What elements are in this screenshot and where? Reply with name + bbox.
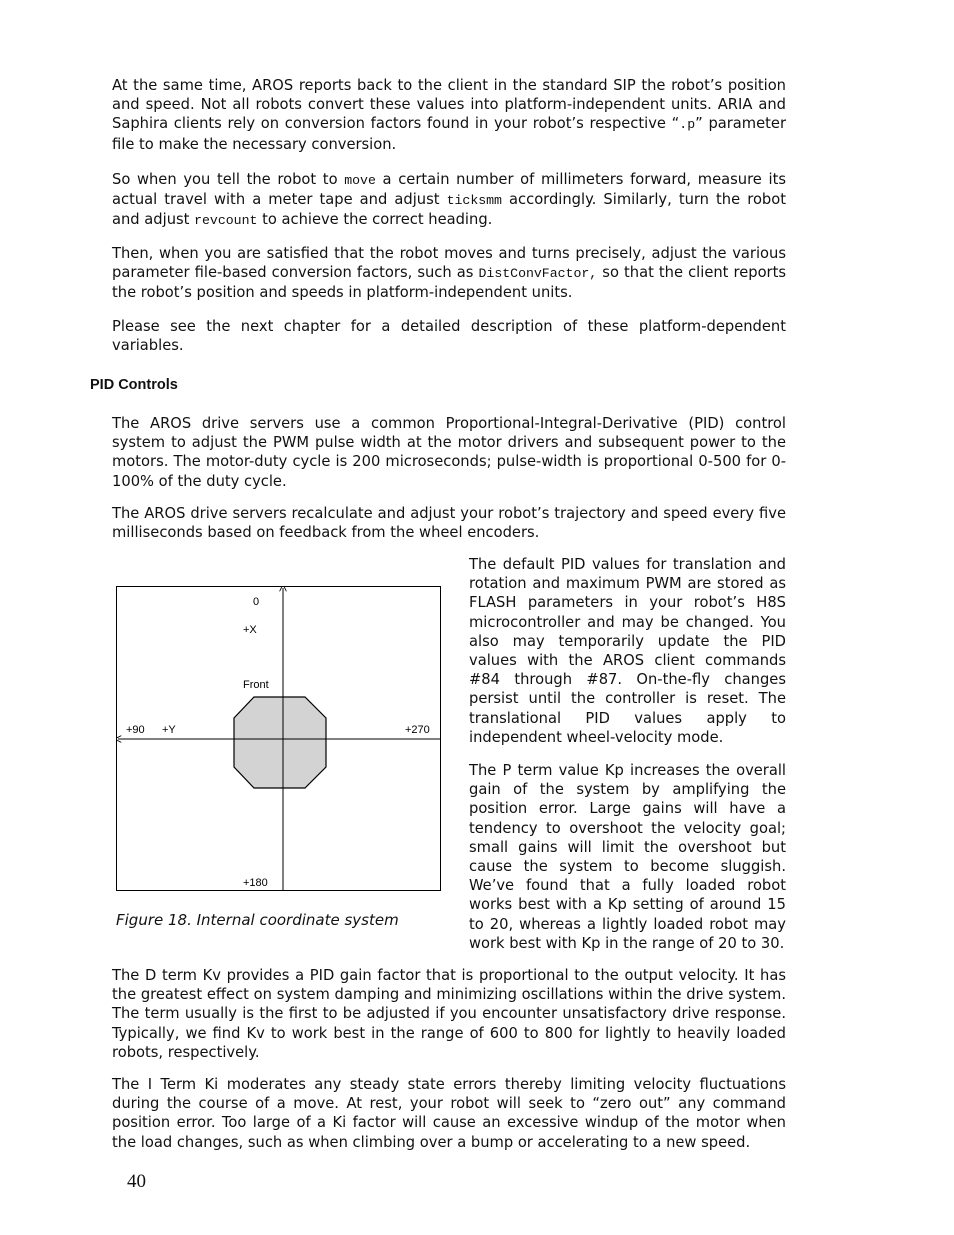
page-number: 40 xyxy=(127,1171,146,1192)
text: ” parameter file to make the necessary conversion. xyxy=(112,115,786,153)
text: a certain number of millimeters forward, measure its actual travel with a meter tape and adjust xyxy=(112,171,786,209)
paragraph-i-term: The I Term Ki moderates any steady state errors thereby limiting velocity fluctuations during the course of a move. At rest, your robot will seek to “zero out” any command position error. Too large of a Ki factor will cause an excessive windup of the motor when the load changes, such as when climbing over a bump or accelerating to a new speed. xyxy=(112,1076,786,1151)
paragraph-next-chapter: Please see the next chapter for a detailed description of these platform-dependent variables. xyxy=(112,318,786,355)
text: Then, when you are satisfied that the robot moves and turns precisely, adjust the various parameter file-based conversion factors, such as xyxy=(112,245,786,282)
text: accordingly. Similarly, turn the robot and adjust xyxy=(112,191,786,229)
paragraph-sip-report xyxy=(112,76,786,154)
paragraph-pid-intro: The AROS drive servers use a common Proportional-Integral-Derivative (PID) control system to adjust the PWM pulse width at the motor drivers and subsequent power to the motors. The motor-duty cycle is 200 microseconds; pulse-width is proportional 0-500 for 0-100% of the duty cycle. xyxy=(112,415,786,490)
paragraph-d-term: The D term Kv provides a PID gain factor that is proportional to the output velocity. It has the greatest effect on system damping and minimizing oscillations within the drive system. The term usually is the first to be adjusted if you encounter unsatisfactory drive response. Typically, we find Kv to work best in the range of 600 to 800 for lightly to heavily loaded robots, respectively. xyxy=(112,967,786,1061)
label-plus-y: +Y xyxy=(162,724,176,736)
paragraph-default-pid: The default PID values for translation and rotation and maximum PWM are stored as FLASH parameters in your robot’s H8S microcontroller and may be changed. You also may temporarily update the PID values with the AROS client commands #84 through #87. On-the-fly changes persist until the controller is reset. The translational PID values apply to independent wheel-velocity mode. xyxy=(469,556,786,746)
label-plus-270: +270 xyxy=(405,724,430,736)
label-plus-x: +X xyxy=(243,624,257,636)
paragraph-recalculate: The AROS drive servers recalculate and adjust your robot’s trajectory and speed every five milliseconds based on feedback from the wheel encoders. xyxy=(112,505,786,542)
label-front: Front xyxy=(243,679,269,691)
robot-outline xyxy=(234,697,326,788)
label-zero: 0 xyxy=(253,596,260,608)
inline-code-ticksmm: ticksmm xyxy=(446,193,502,209)
paragraph-p-term: The P term value Kp increases the overall gain of the system by amplifying the position error. Large gains will have a tendency to overshoot the velocity goal; small gains will limit the overshoot but cause the system to become sluggish. We’ve found that a fully loaded robot works best with a Kp setting of around 15 to 20, whereas a lightly loaded robot may work best with Kp in the range of 20 to 30. xyxy=(469,762,786,952)
text: to achieve the correct heading. xyxy=(257,211,493,229)
inline-code-revcount: revcount xyxy=(194,213,258,229)
inline-code-move: move xyxy=(344,173,376,188)
text: so that the client reports the robot’s position and speeds in platform-independent units. xyxy=(112,264,786,302)
coordinate-diagram xyxy=(116,586,441,891)
text: At the same time, AROS reports back to the client in the standard SIP the robot’s position and speed. Not all robots convert these values into platform-independent units. ARIA and Saphira clients rely on conversion factors found in your robot’s respective “ xyxy=(112,77,786,133)
paragraph-conversion-factors xyxy=(112,244,786,303)
coordinate-figure xyxy=(116,586,441,891)
section-heading: PID Controls xyxy=(90,377,178,393)
inline-code: .p xyxy=(679,117,696,133)
label-plus-90: +90 xyxy=(126,724,145,736)
text: So when you tell the robot to xyxy=(112,171,345,188)
paragraph-calibration xyxy=(112,170,786,231)
figure-caption: Figure 18. Internal coordinate system xyxy=(116,911,399,929)
inline-code-distconvfactor: DistConvFactor, xyxy=(478,266,598,282)
label-plus-180: +180 xyxy=(243,877,268,889)
